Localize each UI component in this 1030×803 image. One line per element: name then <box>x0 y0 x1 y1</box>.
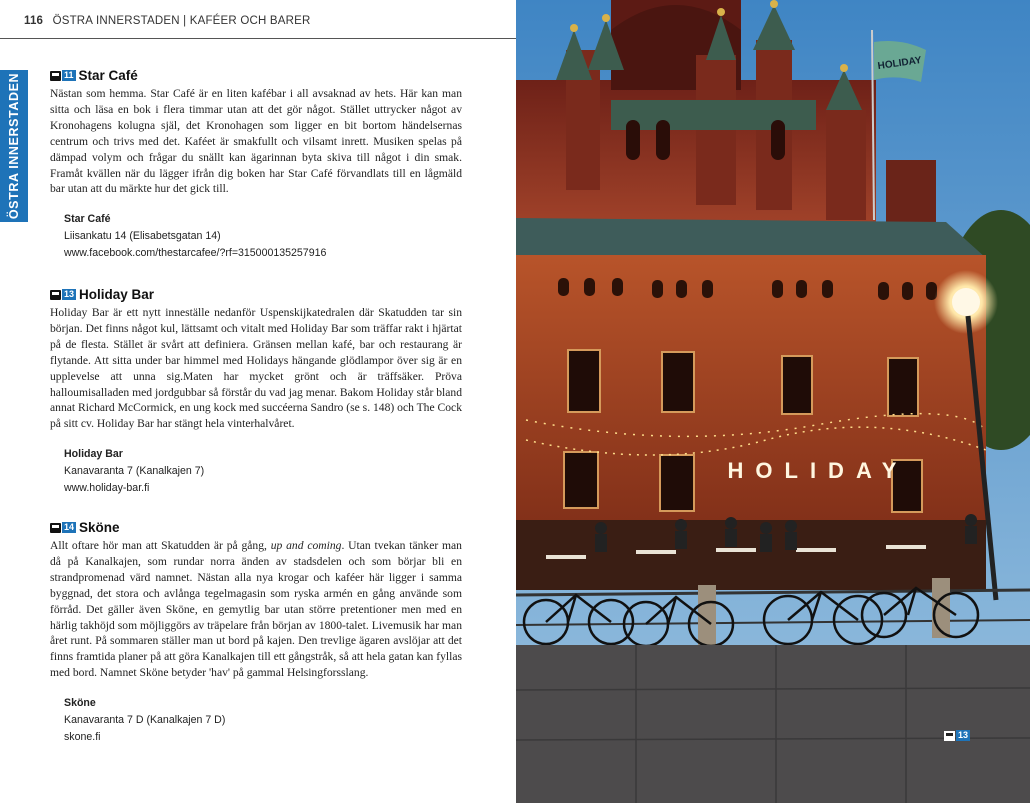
coffee-cup-icon <box>50 290 61 300</box>
quay-wall <box>516 645 1030 803</box>
holiday-sign: HOLIDAY <box>727 458 909 483</box>
page-number: 116 <box>24 15 44 27</box>
address-line: Kanavaranta 7 (Kanalkajen 7) <box>64 465 205 478</box>
marker-number: 13 <box>64 289 75 299</box>
header-divider <box>0 38 516 39</box>
entry-title-text: Holiday Bar <box>79 287 155 302</box>
cafe-marker <box>50 70 76 81</box>
address-block <box>64 446 462 497</box>
street-lamp <box>952 288 980 316</box>
address-block <box>64 211 462 262</box>
entry-body: Holiday Bar är ett nytt inneställe nedanför Uspenskijkatedralen där Skatudden tar sin början. Det finns något kul, lättsamt och vitalt med Holiday Bar som träffar rakt i hjärtat på de flesta. Stället är svårt att definiera. Gränsen mellan kafé, bar och restaurang är flytande. Att sitta under bar himmel med Holidays hängande glödlampor över sig är en upplevelse att unna sig.Maten har mycket grönt och är träffsäker. Pröva halloumisalladen med jordgubbar så förstår du vad jag menar. Bakom Holiday står bland annat Richard McCormick, en ung kock med succéerna Sandro (se s. 148) och The Cock på sitt cv. Holiday Bar har stängt hela vinterhalvåret. <box>50 306 462 431</box>
marker-number: 11 <box>64 70 74 80</box>
terrace <box>516 520 986 590</box>
address-block <box>64 695 462 746</box>
coffee-cup-icon <box>50 523 61 533</box>
entry-title-text: Sköne <box>79 520 120 535</box>
entry-body <box>50 538 462 681</box>
flag-text: HOLIDAY <box>877 55 923 73</box>
header-subsection: KAFÉER OCH BARER <box>189 15 311 27</box>
website-link[interactable]: www.holiday-bar.fi <box>64 482 150 495</box>
website-link[interactable]: skone.fi <box>64 731 101 744</box>
side-tab <box>0 70 28 222</box>
address-name: Holiday Bar <box>64 448 123 461</box>
entry-holiday-bar <box>50 287 462 497</box>
body-part: Allt oftare hör man att Skatudden är på gång, <box>50 539 271 552</box>
address-line: Kanavaranta 7 D (Kanalkajen 7 D) <box>64 714 226 727</box>
warehouse-roof <box>516 218 986 258</box>
header-separator: | <box>183 15 187 27</box>
entry-star-cafe <box>50 68 462 262</box>
side-tab-label: ÖSTRA INNERSTADEN <box>7 72 21 220</box>
address-name: Star Café <box>64 213 111 226</box>
photo-illustration <box>516 0 1030 803</box>
cafe-marker <box>50 289 76 300</box>
entry-title <box>50 68 462 83</box>
entry-title <box>50 520 462 535</box>
marker-number: 14 <box>64 522 75 532</box>
coffee-cup-icon <box>50 71 61 81</box>
coffee-cup-icon <box>944 731 955 741</box>
cafe-marker <box>50 522 76 533</box>
photo-marker-number: 13 <box>958 730 969 740</box>
address-line: Liisankatu 14 (Elisabetsgatan 14) <box>64 230 221 243</box>
running-header <box>24 15 311 27</box>
body-part: . Utan tvekan tänker man då på Kanalkajen, som rundar norra änden av stadsdelen och som börjar bli en strandpromenad värd namnet. Nästan alla nya krogar och kaféer här ligger i samma byggnad, det stora och avlånga tegelmagasin som ryska armén en gång använde som förråd. Det gäller även Sköne, en gemytlig bar utan större pretentioner men med en härlig takhöjd som möjliggörs av träpelare från början av 1800-talet. Livemusik har man året runt. På sommaren ställer man ut bord på kajen. Den trevlige ägaren avslöjar att det finns framtida planer på att göra Kanalkajen till ett gångstråk, så att hela gatan kan fyllas med bord. Namnet Sköne betyder 'hav' på gammal Helsingforsslang. <box>50 539 462 680</box>
entry-title-text: Star Café <box>78 68 138 83</box>
body-emphasis: up and coming <box>270 539 342 552</box>
entry-title <box>50 287 462 302</box>
address-name: Sköne <box>64 697 96 710</box>
header-section: ÖSTRA INNERSTADEN <box>52 15 180 27</box>
entry-body: Nästan som hemma. Star Café är en liten kafébar i all avsaknad av hets. Här kan man sitta och läsa en bok i flera timmar utan att det gör något. Stället uttrycker något av Kronohagens kolugna själ, det Kronohagen som ligger en bit bortom händelsernas centrum och trivs med det. Kaféet är smakfullt och vilsamt inrett. Musiken spelas på dämpad volym och frågar du snällt kan ägarinnan byta skiva till något i din smak. Framåt kvällen när du lägger ifrån dig boken har Star Café förvandlats till en lågmäld bar utan att du märkte hur det gick till. <box>50 87 462 196</box>
photo-marker <box>944 730 970 741</box>
website-link[interactable]: www.facebook.com/thestarcafee/?rf=315000135257916 <box>64 247 327 260</box>
entry-skone <box>50 520 462 746</box>
holiday-bar-photo <box>516 0 1030 803</box>
